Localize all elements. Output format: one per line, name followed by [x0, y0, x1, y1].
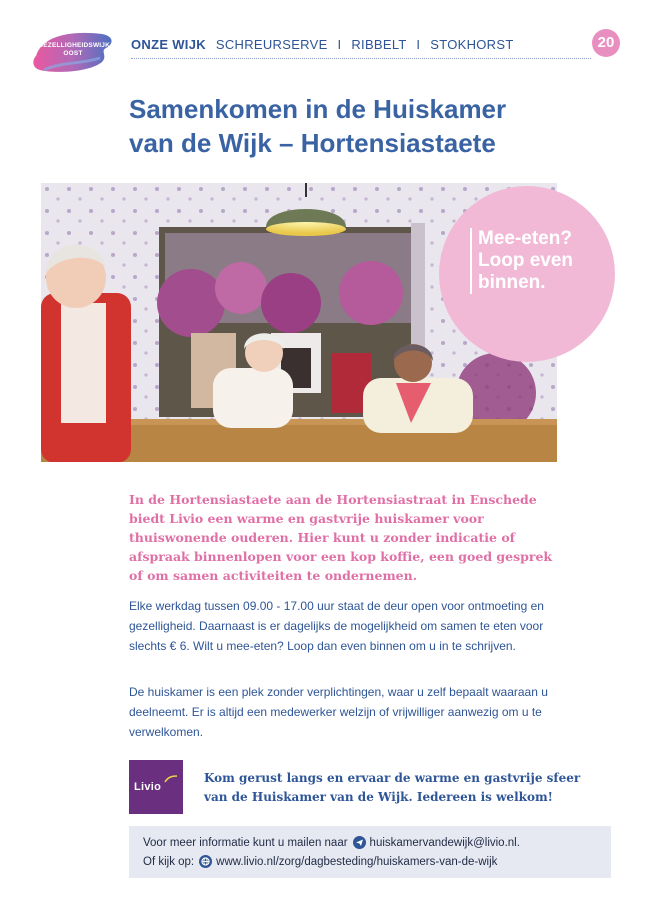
globe-icon	[199, 855, 212, 868]
logo-line-1: GEZELLIGHEIDSWIJK	[38, 42, 111, 49]
page-number-badge: 20	[592, 29, 620, 57]
callout-line-1: Mee-eten?	[478, 228, 572, 249]
send-icon	[353, 836, 366, 849]
contact-info-box	[129, 826, 611, 878]
email-line	[143, 836, 520, 849]
gezelligheidswijk-oost-logo	[30, 26, 116, 76]
livio-logo-text: Livio	[134, 781, 162, 793]
neighbourhood-1: SCHREURSERVE	[215, 37, 328, 52]
callout-line-3: binnen.	[478, 272, 546, 293]
email-link[interactable]: huiskamervandewijk@livio.nl.	[369, 836, 520, 849]
header-navigation	[131, 37, 514, 52]
title-line-2: van de Wijk – Hortensiastaete	[129, 128, 496, 158]
title-line-1: Samenkomen in de Huiskamer	[129, 94, 507, 124]
header-divider	[131, 58, 591, 59]
separator-1: I	[337, 37, 342, 52]
website-link[interactable]: www.livio.nl/zorg/dagbesteding/huiskamers-van-de-wijk	[216, 855, 498, 868]
welcome-line-1: Kom gerust langs en ervaar de warme en gastvrije sfeer	[204, 771, 581, 785]
website-line	[143, 855, 497, 868]
neighbourhood-3: STOKHORST	[430, 37, 514, 52]
email-label: Voor meer informatie kunt u mailen naar	[143, 836, 348, 849]
body-paragraph-2: De huiskamer is een plek zonder verplichtingen, waar u zelf bepaalt waaraan u deelneemt. Er is altijd een medewerker welzijn of vrijwilliger aanwezig om u te verwelkomen.	[129, 685, 548, 739]
welcome-line-2: van de Huiskamer van de Wijk. Iedereen is welkom!	[204, 790, 553, 804]
callout-text	[470, 228, 608, 294]
page-title	[129, 92, 599, 160]
callout-line-2: Loop even	[478, 250, 574, 271]
logo-line-2: OOST	[63, 50, 83, 57]
welcome-message	[204, 769, 581, 807]
website-label: Of kijk op:	[143, 855, 195, 868]
livio-logo	[129, 760, 183, 814]
intro-paragraph: In de Hortensiastaete aan de Hortensiastraat in Enschede biedt Livio een warme en gastvrije huiskamer voor thuiswonende ouderen. Hier kunt u zonder indicatie of afspraak binnenlopen voor een kop koffie, een goed gesprek of om samen activiteiten te ondernemen.	[129, 492, 553, 583]
neighbourhood-2: RIBBELT	[351, 37, 407, 52]
livio-swoosh-icon	[164, 775, 178, 783]
separator-2: I	[416, 37, 421, 52]
section-label: ONZE WIJK	[131, 37, 206, 52]
body-paragraph-1: Elke werkdag tussen 09.00 - 17.00 uur staat de deur open voor ontmoeting en gezelligheid. Daarnaast is er dagelijks de mogelijkheid om samen te eten voor slechts € 6. Wilt u mee-eten? Loop dan even binnen om u in te schrijven.	[129, 599, 544, 653]
